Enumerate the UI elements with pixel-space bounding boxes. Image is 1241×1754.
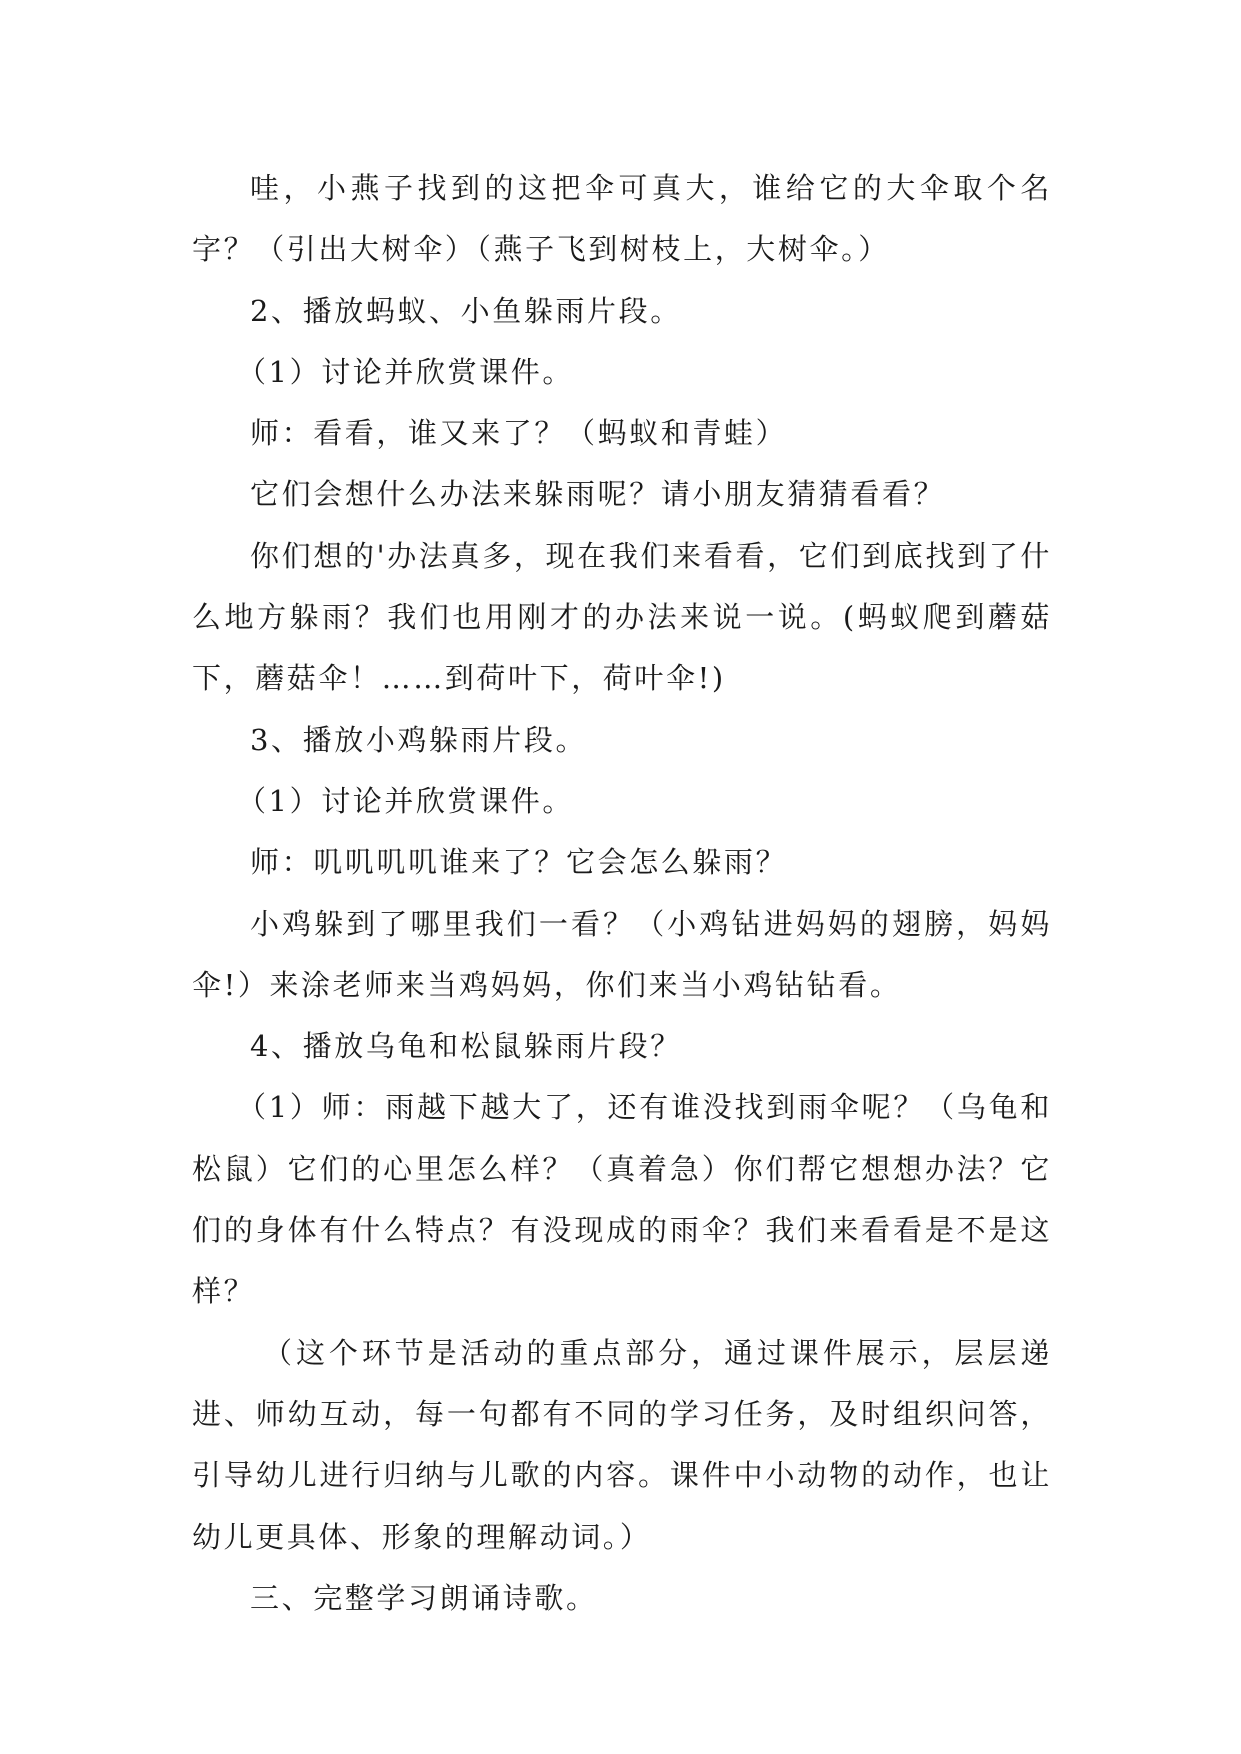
paragraph-umbrella-naming: 哇，小燕子找到的这把伞可真大，谁给它的大伞取个名字？（引出大树伞）（燕子飞到树枝上，大树伞。） <box>192 171 1052 267</box>
paragraph-chick-question: 师：叽叽叽叽谁来了？它会怎么躲雨？ <box>250 845 788 880</box>
step-2-substep-1: （1）讨论并欣赏课件。 <box>236 354 574 389</box>
step-3-substep-1: （1）讨论并欣赏课件。 <box>236 783 574 818</box>
document-body <box>192 158 1052 1629</box>
section-3-heading: 三、完整学习朗诵诗歌。 <box>250 1580 598 1615</box>
paragraph-teaching-note: （这个环节是活动的重点部分，通过课件展示，层层递进、师幼互动，每一句都有不同的学习任务，及时组织问答，引导幼儿进行归纳与儿歌的内容。课件中小动物的动作，也让幼儿更具体、形象的理解动词。） <box>192 1335 1052 1554</box>
paragraph-ant-mushroom: 你们想的'办法真多，现在我们来看看，它们到底找到了什么地方躲雨？我们也用刚才的办法来说一说。(蚂蚁爬到蘑菇下，蘑菇伞！……到荷叶下，荷叶伞!) <box>192 538 1052 696</box>
paragraph-teacher-question: 师：看看，谁又来了？（蚂蚁和青蛙） <box>250 416 788 451</box>
step-2-heading: 2、播放蚂蚁、小鱼躲雨片段。 <box>250 293 682 328</box>
step-4-heading: 4、播放乌龟和松鼠躲雨片段？ <box>250 1029 682 1064</box>
paragraph-chick-hiding: 小鸡躲到了哪里我们一看？（小鸡钻进妈妈的翅膀，妈妈伞!）来涂老师来当鸡妈妈，你们来当小鸡钻钻看。 <box>192 906 1052 1002</box>
step-3-heading: 3、播放小鸡躲雨片段。 <box>250 722 588 757</box>
step-4-substep-1: （1）师：雨越下越大了，还有谁没找到雨伞呢？（乌龟和松鼠）它们的心里怎么样？（真着急）你们帮它想想办法？它们的身体有什么特点？有没现成的雨伞？我们来看看是不是这样？ <box>192 1090 1052 1309</box>
paragraph-guess-question: 它们会想什么办法来躲雨呢？请小朋友猜猜看看？ <box>250 477 946 512</box>
